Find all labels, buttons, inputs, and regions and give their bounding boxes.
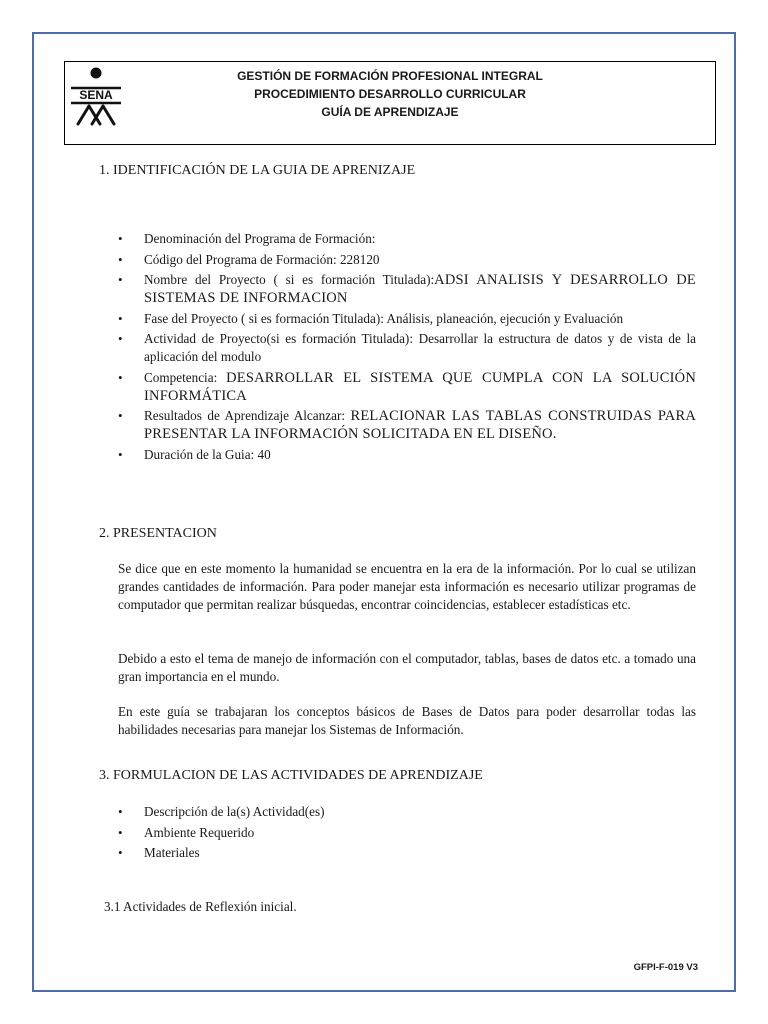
presentation-paragraph-2: Debido a esto el tema de manejo de información con el computador, tablas, bases de datos etc. a tomado una gran importancia en el mundo. [118,651,696,684]
list-item: • Competencia: DESARROLLAR EL SISTEMA QUE CUMPLA CON LA SOLUCIÓN INFORMÁTICA [116,369,696,405]
activities-list [116,803,696,865]
list-item: • Actividad de Proyecto(si es formación Titulada): Desarrollar la estructura de datos y de vista de la aplicación del modulo [116,330,696,366]
list-item: • Denominación del Programa de Formación: [116,230,696,248]
document-header [64,61,716,145]
section-3-title: 3. FORMULACION DE LAS ACTIVIDADES DE APRENDIZAJE [99,768,483,783]
list-item: • Ambiente Requerido [116,824,696,842]
logo-text: SENA [79,88,113,102]
form-code: GFPI-F-019 V3 [633,962,698,973]
list-item: • Duración de la Guia: 40 [116,446,696,464]
header-doc-type: GUÍA DE APRENDIZAJE [321,105,459,119]
subsection-3-1-title: 3.1 Actividades de Reflexión inicial. [104,899,297,914]
list-item: • Código del Programa de Formación: 228120 [116,251,696,269]
header-subtitle: PROCEDIMIENTO DESARROLLO CURRICULAR [254,87,526,101]
section-2-title: 2. PRESENTACION [99,526,217,541]
list-item: • Materiales [116,844,696,862]
presentation-paragraph-1: Se dice que en este momento la humanidad se encuentra en la era de la información. Por lo cual se utilizan grandes cantidades de información. Para poder manejar esta información es necesario utilizar programas de computador que permitan realizar búsquedas, encontrar coincidencias, establecer estadísticas etc. [118,561,696,612]
presentation-paragraph-3: En este guía se trabajaran los conceptos básicos de Bases de Datos para poder desarrollar todas las habilidades necesarias para manejar los Sistemas de Información. [118,704,696,737]
list-item: • Nombre del Proyecto ( si es formación Titulada):ADSI ANALISIS Y DESARROLLO DE SISTEMAS DE INFORMACION [116,271,696,307]
list-item: • Descripción de la(s) Actividad(es) [116,803,696,821]
header-title: GESTIÓN DE FORMACIÓN PROFESIONAL INTEGRAL [237,69,543,83]
list-item: • Resultados de Aprendizaje Alcanzar: RELACIONAR LAS TABLAS CONSTRUIDAS PARA PRESENTAR LA INFORMACIÓN SOLICITADA EN EL DISEÑO. [116,407,696,443]
list-item: • Fase del Proyecto ( si es formación Titulada): Análisis, planeación, ejecución y Evaluación [116,310,696,328]
identification-list [116,230,696,466]
section-1-title: 1. IDENTIFICACIÓN DE LA GUIA DE APRENIZAJE [99,163,416,178]
